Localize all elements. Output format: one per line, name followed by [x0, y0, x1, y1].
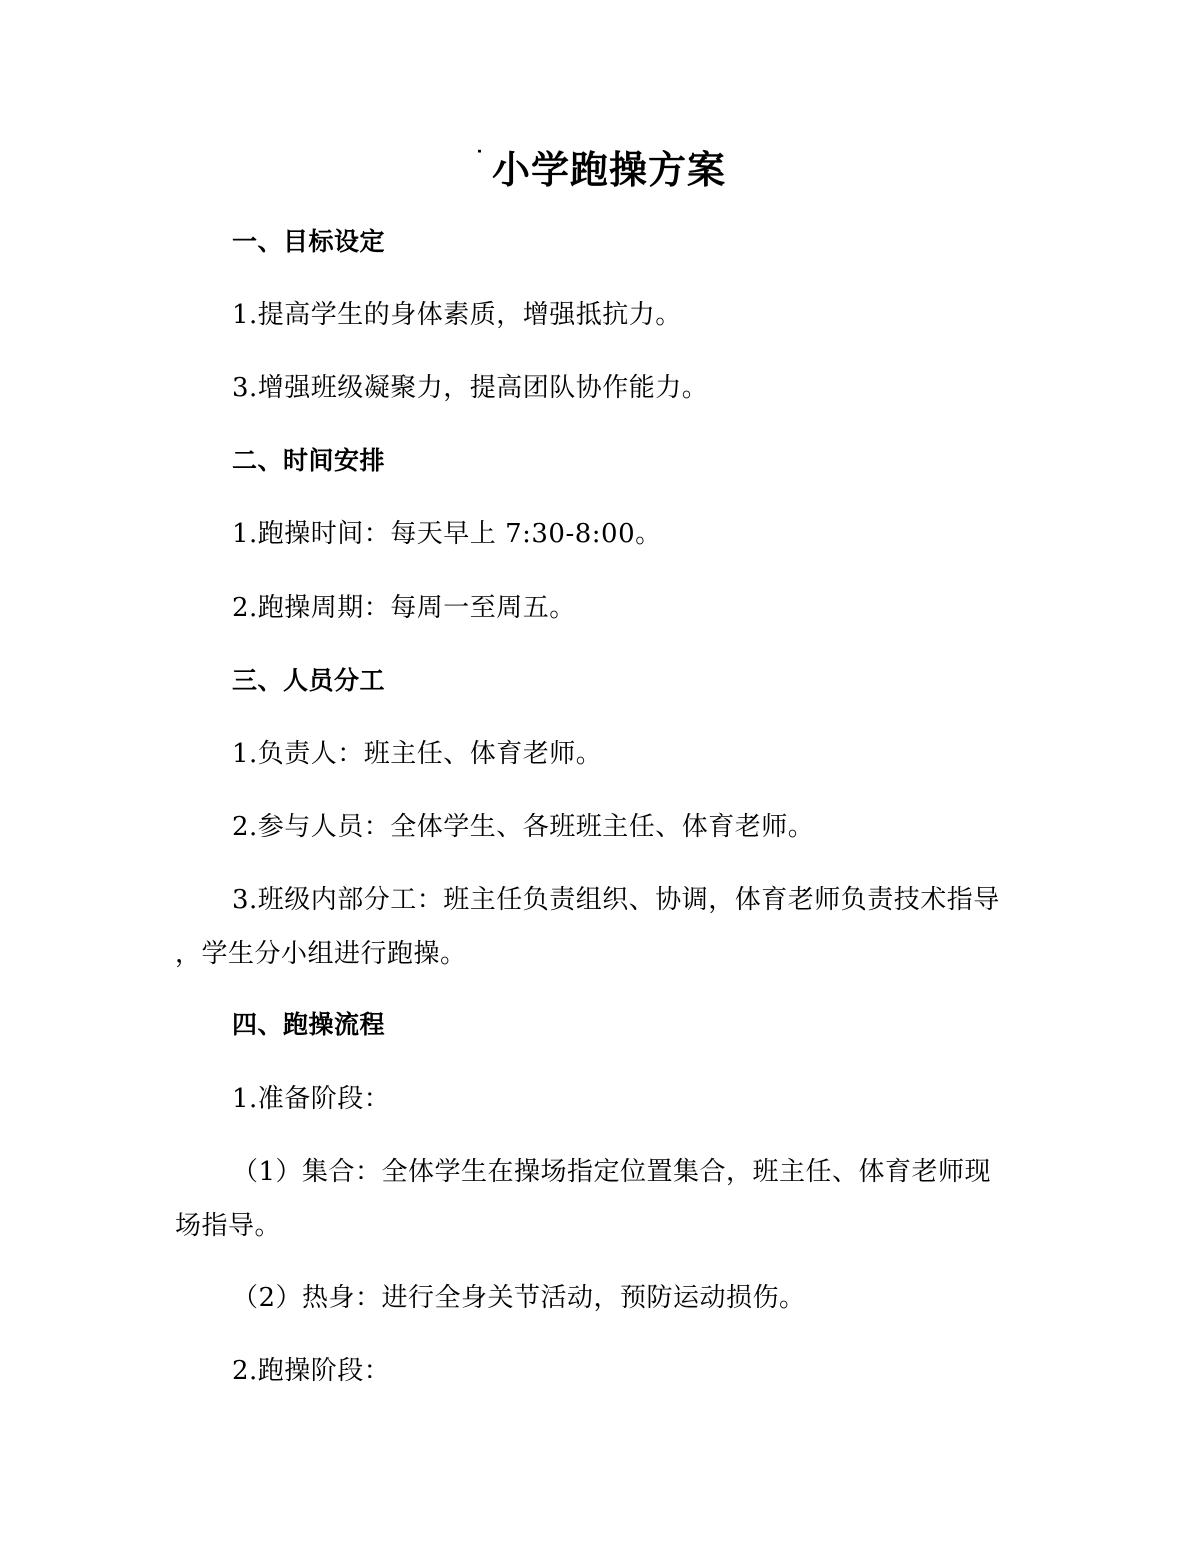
process-warmup: （2）热身：进行全身关节活动，预防运动损伤。 [232, 1283, 806, 1313]
title-mark: ˙ [473, 148, 486, 173]
schedule-item-2: 2.跑操周期：每周一至周五。 [232, 593, 576, 623]
section-heading-schedule: 二、时间安排 [232, 446, 386, 475]
goal-item-1: 1.提高学生的身体素质，增强抵抗力。 [232, 300, 682, 330]
document-title [0, 140, 1200, 207]
title-text: 小学跑操方案 [491, 148, 726, 192]
section-heading-process: 四、跑操流程 [232, 1010, 386, 1039]
process-gather-continuation: 场指导。 [175, 1211, 282, 1241]
process-gather: （1）集合：全体学生在操场指定位置集合，班主任、体育老师现 [232, 1157, 992, 1187]
process-prep-label: 1.准备阶段： [232, 1084, 391, 1114]
process-run-label: 2.跑操阶段： [232, 1356, 391, 1386]
staffing-item-1: 1.负责人：班主任、体育老师。 [232, 739, 603, 769]
staffing-item-3: 3.班级内部分工：班主任负责组织、协调，体育老师负责技术指导 [232, 885, 1000, 915]
schedule-item-1: 1.跑操时间：每天早上 7:30-8:00。 [232, 519, 662, 549]
staffing-item-3-continuation: ，学生分小组进行跑操。 [175, 939, 467, 969]
section-heading-goals: 一、目标设定 [232, 227, 386, 256]
section-heading-staffing: 三、人员分工 [232, 666, 386, 695]
staffing-item-2: 2.参与人员：全体学生、各班班主任、体育老师。 [232, 812, 815, 842]
goal-item-3: 3.增强班级凝聚力，提高团队协作能力。 [232, 373, 709, 403]
